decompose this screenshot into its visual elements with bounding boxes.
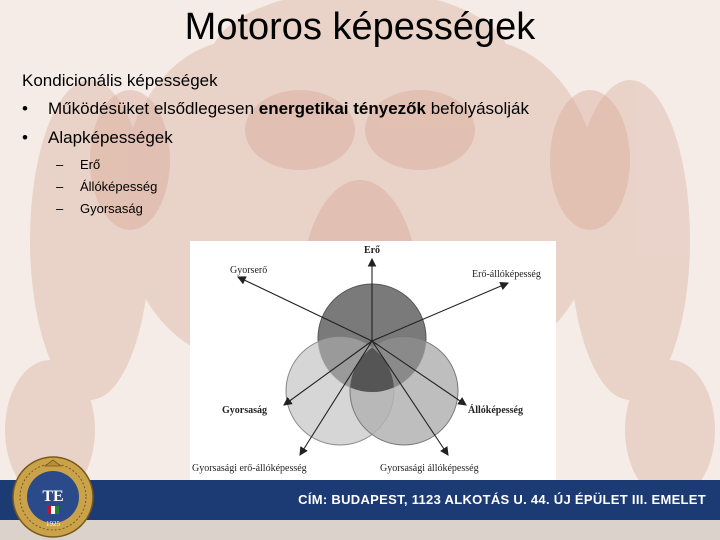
footer-bar: [0, 480, 720, 520]
dash: –: [56, 157, 64, 172]
logo-initials: TE: [42, 488, 64, 505]
bullet-text: [48, 98, 529, 120]
bullet-dot: •: [22, 99, 28, 118]
bullet-suffix: befolyásolják: [426, 99, 530, 118]
bullet-item: [22, 98, 702, 120]
dash: –: [56, 179, 64, 194]
slide-title: Motoros képességek: [184, 6, 536, 48]
university-logo: [12, 456, 94, 538]
label-right: Állóképesség: [468, 405, 523, 416]
venn-diagram: [190, 241, 556, 480]
label-top: Erő: [363, 245, 381, 256]
label-top-right: Erő-állóképesség: [472, 269, 541, 280]
sub-item-label: Erő: [80, 157, 101, 172]
label-bottom-right: Gyorsasági állóképesség: [380, 463, 479, 474]
bullet-item: [22, 127, 702, 149]
bullet-bold: energetikai tényezők: [258, 99, 426, 118]
label-top-left: Gyorserő: [230, 265, 268, 276]
label-left: Gyorsaság: [222, 405, 267, 416]
bullet-prefix: Működésüket elsődlegesen: [48, 99, 259, 118]
logo-year: 1925: [46, 520, 60, 528]
footer-address: CÍM: BUDAPEST, 1123 ALKOTÁS U. 44. ÚJ ÉPÜLET III. EMELET: [298, 492, 706, 507]
sub-item: [56, 156, 702, 173]
bullet-dot: •: [22, 128, 28, 147]
footer-bottom-strip: [0, 520, 720, 540]
label-bottom-left: Gyorsasági erő-állóképesség: [192, 463, 307, 474]
sub-item-label: Gyorsaság: [80, 201, 143, 216]
venn-svg: [190, 241, 556, 480]
dash: –: [56, 201, 64, 216]
subtitle: Kondicionális képességek: [22, 71, 218, 90]
slide-content: [22, 70, 702, 222]
sub-item: [56, 200, 702, 217]
bullet-text: Alapképességek: [48, 128, 173, 147]
sub-item-label: Állóképesség: [80, 179, 158, 194]
sub-item: [56, 178, 702, 195]
